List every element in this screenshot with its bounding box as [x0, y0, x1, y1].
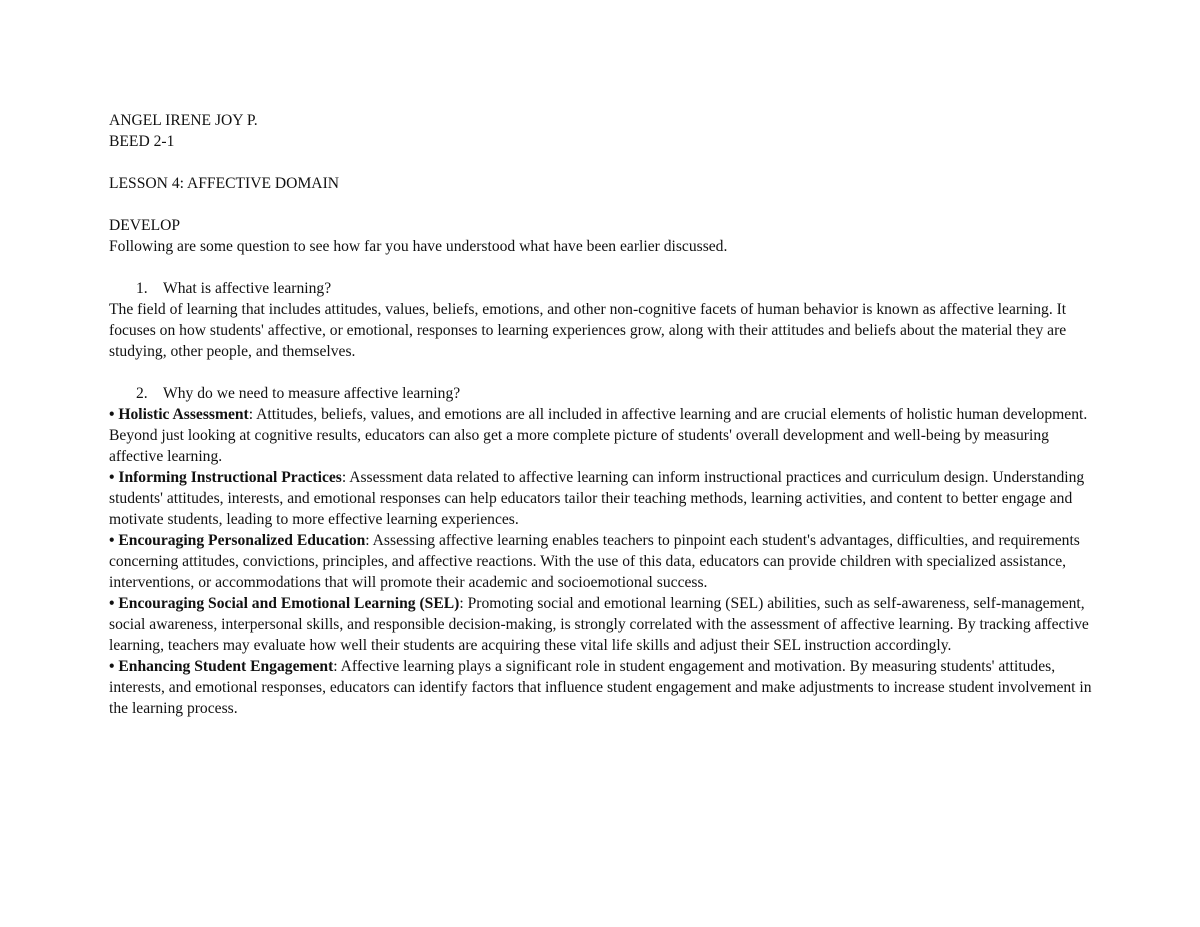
develop-intro: Following are some question to see how far you have understood what have been earlier discussed.	[109, 238, 728, 255]
bullet-item	[109, 530, 1099, 593]
bullet-title: Encouraging Social and Emotional Learning (SEL)	[118, 595, 460, 612]
spacer	[109, 194, 1099, 215]
bullet-symbol: •	[109, 532, 115, 549]
bullet-title: Enhancing Student Engagement	[118, 658, 334, 675]
bullet-item	[109, 593, 1099, 656]
answer-1: The field of learning that includes attitudes, values, beliefs, emotions, and other non-cognitive facets of human behavior is known as affective learning. It focuses on how students' affective, or emotional, responses to learning experiences grow, along with their attitudes and beliefs about the material they are studying, other people, and themselves.	[109, 301, 1067, 360]
lesson-title: LESSON 4: AFFECTIVE DOMAIN	[109, 175, 340, 192]
bullet-item	[109, 404, 1099, 467]
bullet-item	[109, 467, 1099, 530]
bullet-body: : Attitudes, beliefs, values, and emotions are all included in affective learning and are crucial elements of holistic human development. Beyond just looking at cognitive results, educators can also get a more complete picture of students' overall development and well-being by measuring affective learning.	[109, 406, 1088, 465]
bullet-body: : Assessing affective learning enables teachers to pinpoint each student's advantages, difficulties, and requirements concerning attitudes, convictions, principles, and affective reactions. With the use of this data, educators can provide children with specialized assistance, interventions, or accommodations that will promote their academic and socioemotional success.	[109, 532, 1080, 591]
bullet-item	[109, 656, 1099, 719]
bullet-body: : Affective learning plays a significant role in student engagement and motivation. By measuring students' attitudes, interests, and emotional responses, educators can identify factors that influence student engagement and make adjustments to increase student involvement in the learning process.	[109, 658, 1092, 717]
document-content	[109, 110, 1099, 719]
bullet-body: : Promoting social and emotional learning (SEL) abilities, such as self-awareness, self-management, social awareness, interpersonal skills, and responsible decision-making, is strongly correlated with the assessment of affective learning. By tracking affective learning, teachers may evaluate how well their students are acquiring these vital life skills and adjust their SEL instruction accordingly.	[109, 595, 1089, 654]
bullet-title: Encouraging Personalized Education	[118, 532, 366, 549]
question-2	[109, 383, 1099, 404]
bullet-symbol: •	[109, 658, 115, 675]
bullet-symbol: •	[109, 595, 115, 612]
bullet-body: : Assessment data related to affective learning can inform instructional practices and curriculum design. Understanding students' attitudes, interests, and emotional responses can help educators tailor their teaching methods, learning activities, and content to better engage and motivate students, leading to more effective learning experiences.	[109, 469, 1085, 528]
spacer	[109, 362, 1099, 383]
question-text: Why do we need to measure affective learning?	[163, 385, 461, 402]
develop-heading: DEVELOP	[109, 217, 181, 234]
student-name: ANGEL IRENE JOY P.	[109, 112, 258, 129]
question-number: 1.	[136, 280, 148, 297]
bullet-title: Informing Instructional Practices	[118, 469, 342, 486]
spacer	[109, 257, 1099, 278]
student-section: BEED 2-1	[109, 133, 175, 150]
spacer	[109, 152, 1099, 173]
question-text: What is affective learning?	[163, 280, 332, 297]
question-number: 2.	[136, 385, 148, 402]
bullet-symbol: •	[109, 406, 115, 423]
bullet-symbol: •	[109, 469, 115, 486]
question-1	[109, 278, 1099, 299]
bullet-title: Holistic Assessment	[118, 406, 249, 423]
